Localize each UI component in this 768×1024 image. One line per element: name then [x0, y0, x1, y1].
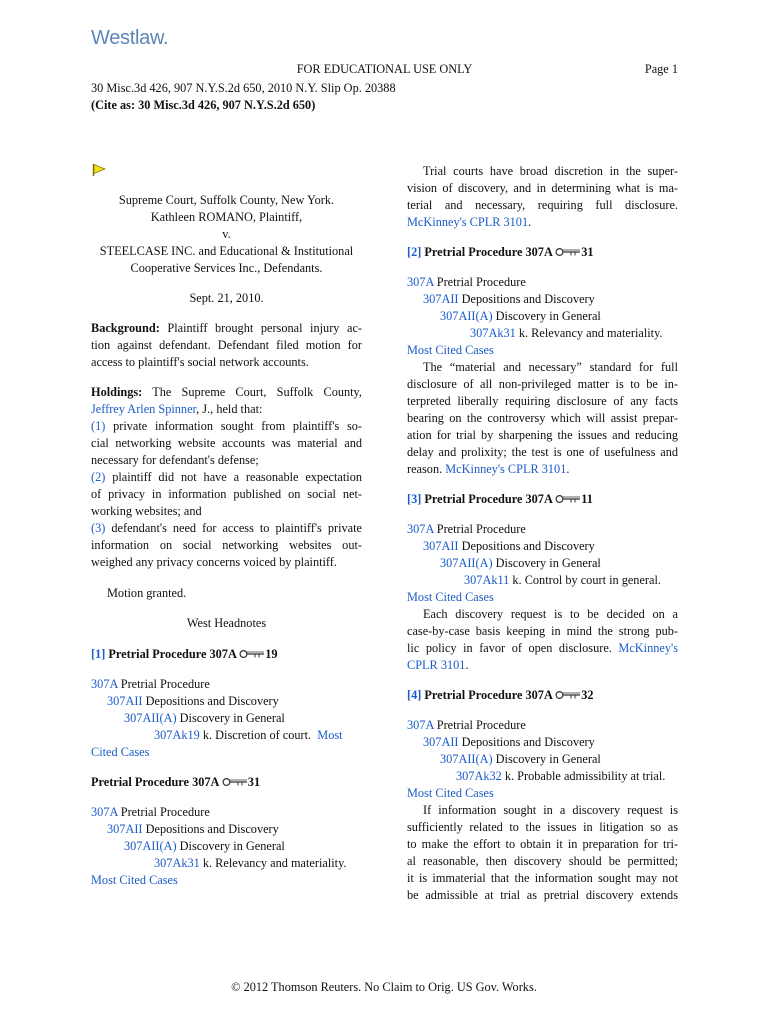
hn1b-307a-link[interactable]: 307A: [91, 805, 118, 819]
hn3-text-line-2: case-by-case basis keeping in mind the strong pub-: [407, 624, 678, 638]
background-line-3: access to plaintiff's social network accounts.: [91, 355, 309, 369]
hn2-cplr-link[interactable]: McKinney's CPLR 3101: [445, 462, 567, 476]
intro-line-2: vision of discovery, and in determining what is ma-: [407, 181, 678, 195]
hn2-text-line-7: reason. McKinney's CPLR 3101.: [407, 462, 570, 476]
holding-2-link[interactable]: (2): [91, 470, 106, 484]
hn2-307ak31-link[interactable]: 307Ak31: [470, 326, 516, 340]
defendant-line-1: STEELCASE INC. and Educational & Institutional: [99, 244, 354, 258]
hn1b-section-line: 307AII(A) Discovery in General: [124, 839, 285, 853]
holdings-label: Holdings:: [91, 385, 143, 399]
hn1-topic-line: 307A Pretrial Procedure: [91, 677, 210, 691]
headnote-1-link[interactable]: [1]: [91, 647, 106, 661]
hn3-subtopic-line: 307AII Depositions and Discovery: [423, 539, 595, 553]
holding-1-line-3: necessary for defendant's defense;: [91, 453, 259, 467]
hn1-307aiia-link[interactable]: 307AII(A): [124, 711, 177, 725]
hn1b-307aii-link[interactable]: 307AII: [107, 822, 143, 836]
hn4-text-line-2: sufficiently related to the issues in litigation so as: [407, 820, 678, 834]
hn2-307aii-link[interactable]: 307AII: [423, 292, 459, 306]
hn2-most-cited-link[interactable]: Most Cited Cases: [407, 343, 494, 357]
key-number-icon: [555, 690, 581, 700]
hn4-most-cited-link[interactable]: Most Cited Cases: [407, 786, 494, 800]
holding-2-line-3: working websites; and: [91, 504, 202, 518]
hn3-topic-line: 307A Pretrial Procedure: [407, 522, 526, 536]
hn1-most-cited-link-b[interactable]: Cited Cases: [91, 745, 150, 759]
hn2-text-line-4: bearing on the controversy which will assist prepar-: [407, 411, 678, 425]
hn4-section-line: 307AII(A) Discovery in General: [440, 752, 601, 766]
page-header: [91, 61, 678, 78]
hn4-most-cited-line: [407, 785, 678, 802]
hn2-text-line-6: delay and prolixity; the test is one of usefulness and: [407, 445, 678, 459]
hn4-text-line-5: it is immaterial that the information sought may not: [407, 871, 678, 885]
hn4-307a-link[interactable]: 307A: [407, 718, 434, 732]
west-headnotes-title: West Headnotes: [186, 616, 267, 630]
judge-link[interactable]: Jeffrey Arlen Spinner: [91, 402, 197, 416]
versus: v.: [222, 227, 231, 241]
intro-cite-line: McKinney's CPLR 3101.: [407, 215, 532, 229]
hn4-topic-line: 307A Pretrial Procedure: [407, 718, 526, 732]
holding-2-line-1: (2) plaintiff did not have a reasonable expectation: [91, 470, 363, 484]
hn4-text-line-6: be admissible at trial as pretrial discovery extends: [407, 888, 678, 902]
hn2-topic-line: 307A Pretrial Procedure: [407, 275, 526, 289]
hn1b-subtopic-line: 307AII Depositions and Discovery: [107, 822, 279, 836]
hn2-text-line-5: ation for trial by sharpening the issues and reducing: [407, 428, 678, 442]
hn4-text-line-4: al reasonable, then discovery should be permitted;: [407, 854, 678, 868]
hn1b-key-line: 307Ak31 k. Relevancy and materiality.: [154, 856, 347, 870]
educational-notice: FOR EDUCATIONAL USE ONLY: [296, 62, 473, 76]
hn3-most-cited-link[interactable]: Most Cited Cases: [407, 590, 494, 604]
key-number-icon: [222, 777, 248, 787]
hn3-cplr-link[interactable]: CPLR 3101: [407, 658, 466, 672]
hn1-most-cited-link-a[interactable]: Most: [317, 728, 343, 742]
hn1-subtopic-line: 307AII Depositions and Discovery: [107, 694, 279, 708]
hn1b-307ak31-link[interactable]: 307Ak31: [154, 856, 200, 870]
holding-3-line-1: (3) defendant's need for access to plaintiff's private: [91, 521, 363, 535]
headnote-4-link[interactable]: [4]: [407, 688, 422, 702]
hn3-mckinneys-link[interactable]: McKinney's: [618, 641, 678, 655]
page-number: Page 1: [644, 62, 678, 76]
hn4-key-line: 307Ak32 k. Probable admissibility at trial.: [456, 769, 666, 783]
hn3-most-cited-line: [407, 589, 678, 606]
yellow-flag-icon[interactable]: [92, 163, 106, 177]
citation-line: 30 Misc.3d 426, 907 N.Y.S.2d 650, 2010 N.Y. Slip Op. 20388: [91, 81, 396, 95]
background-line-2: tion against defendant. Defendant filed motion for: [91, 338, 362, 352]
headnote-2-link[interactable]: [2]: [407, 245, 422, 259]
hn4-307aiia-link[interactable]: 307AII(A): [440, 752, 493, 766]
background-line-1: Background: Plaintiff brought personal injury ac-: [91, 321, 363, 335]
holdings-intro: Holdings: The Supreme Court, Suffolk County,: [91, 385, 362, 399]
hn4-text-line-3: to make the effort to obtain it in preparation for tri-: [407, 837, 678, 851]
key-number-icon: [555, 247, 581, 257]
holding-1-link[interactable]: (1): [91, 419, 106, 433]
hn1-307aii-link[interactable]: 307AII: [107, 694, 143, 708]
hn3-text-line-1: Each discovery request is to be decided on a: [423, 607, 678, 621]
hn2-most-cited-line: [407, 342, 678, 359]
hn4-307aii-link[interactable]: 307AII: [423, 735, 459, 749]
hn3-307aiia-link[interactable]: 307AII(A): [440, 556, 493, 570]
hn2-text-line-1: The “material and necessary” standard for full: [423, 360, 678, 374]
intro-cplr-link[interactable]: McKinney's CPLR 3101: [407, 215, 529, 229]
westlaw-logo: Westlaw.: [91, 27, 169, 49]
intro-line-1: Trial courts have broad discretion in the super-: [423, 164, 678, 178]
hn1b-most-cited-line: [91, 872, 362, 889]
key-number-icon: [239, 649, 265, 659]
background-label: Background:: [91, 321, 160, 335]
plaintiff-name: Kathleen ROMANO, Plaintiff,: [150, 210, 303, 224]
hn1-most-cited-line: [91, 744, 362, 761]
holding-3-line-3: weighed any privacy concerns voiced by plaintiff.: [91, 555, 337, 569]
hn1b-topic-line: 307A Pretrial Procedure: [91, 805, 210, 819]
hn4-text-line-1: If information sought in a discovery request is: [423, 803, 678, 817]
hn4-subtopic-line: 307AII Depositions and Discovery: [423, 735, 595, 749]
headnote-1b-title: Pretrial Procedure 307A 31: [91, 775, 261, 789]
hn3-section-line: 307AII(A) Discovery in General: [440, 556, 601, 570]
intro-line-3: terial and necessary, requiring full disclosure.: [407, 198, 678, 212]
hn3-key-line: 307Ak11 k. Control by court in general.: [464, 573, 661, 587]
decision-date: Sept. 21, 2010.: [189, 291, 264, 305]
hn3-text-line-3: lic policy in favor of open disclosure. McKinney's: [407, 641, 678, 655]
hn2-text-line-2: disclosure of all non-privileged matter is to be in-: [407, 377, 678, 391]
hn2-section-line: 307AII(A) Discovery in General: [440, 309, 601, 323]
hn3-307ak11-link[interactable]: 307Ak11: [464, 573, 510, 587]
headnote-2-title: [2] Pretrial Procedure 307A 31: [407, 245, 594, 259]
holding-1-line-1: (1) private information sought from plaintiff's so-: [91, 419, 363, 433]
hn1b-307aiia-link[interactable]: 307AII(A): [124, 839, 177, 853]
holding-2-line-2: of privacy in information published on social net-: [91, 487, 362, 501]
hn2-subtopic-line: 307AII Depositions and Discovery: [423, 292, 595, 306]
hn3-307aii-link[interactable]: 307AII: [423, 539, 459, 553]
judge-line: Jeffrey Arlen Spinner, J., held that:: [91, 402, 263, 416]
motion-result: Motion granted.: [107, 586, 187, 600]
hn2-307a-link[interactable]: 307A: [407, 275, 434, 289]
copyright-footer: © 2012 Thomson Reuters. No Claim to Orig. US Gov. Works.: [231, 980, 537, 994]
hn4-307ak32-link[interactable]: 307Ak32: [456, 769, 502, 783]
hn1b-most-cited-link[interactable]: Most Cited Cases: [91, 873, 178, 887]
holding-3-line-2: information on social networking websites out-: [91, 538, 362, 552]
hn2-key-line: 307Ak31 k. Relevancy and materiality.: [470, 326, 663, 340]
cite-as-line: (Cite as: 30 Misc.3d 426, 907 N.Y.S.2d 650): [91, 98, 316, 112]
holding-3-link[interactable]: (3): [91, 521, 106, 535]
headnote-3-link[interactable]: [3]: [407, 492, 422, 506]
defendant-line-2: Cooperative Services Inc., Defendants.: [130, 261, 323, 275]
holding-1-line-2: cial networking website accounts was material and: [91, 436, 362, 450]
headnote-3-title: [3] Pretrial Procedure 307A 11: [407, 492, 593, 506]
hn3-307a-link[interactable]: 307A: [407, 522, 434, 536]
court-name: Supreme Court, Suffolk County, New York.: [118, 193, 335, 207]
hn2-307aiia-link[interactable]: 307AII(A): [440, 309, 493, 323]
key-number-icon: [555, 494, 581, 504]
hn3-cplr-line: CPLR 3101.: [407, 658, 469, 672]
hn1-307ak19-link[interactable]: 307Ak19: [154, 728, 200, 742]
hn2-text-line-3: terpreted liberally requiring disclosure of any facts: [407, 394, 678, 408]
headnote-4-title: [4] Pretrial Procedure 307A 32: [407, 688, 594, 702]
headnote-1-title: [1] Pretrial Procedure 307A 19: [91, 647, 278, 661]
hn1-307a-link[interactable]: 307A: [91, 677, 118, 691]
hn1-section-line: 307AII(A) Discovery in General: [124, 711, 285, 725]
hn1-key-line: 307Ak19 k. Discretion of court. Most: [154, 728, 343, 742]
